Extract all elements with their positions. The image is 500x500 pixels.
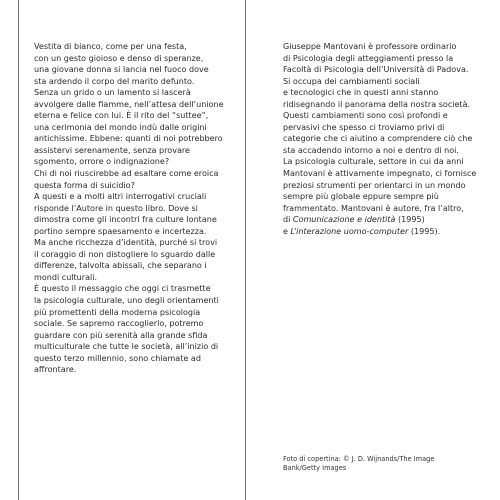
works-prefix: e [283, 226, 291, 236]
bio-line: categorie che ci aiutino a comprendere ciò che [283, 134, 473, 144]
blurb-line: È questo il messaggio che oggi ci trasmette [34, 284, 211, 294]
blurb-line: guardare con più serenità alla grande sfida [34, 330, 208, 340]
blurb-line: differenze, talvolta abissali, che separano i [34, 261, 207, 271]
bio-line: Questi cambiamenti sono così profondi e [283, 111, 448, 121]
blurb-line: più promettenti della moderna psicologia [34, 307, 201, 317]
bio-line: e tecnologici che in questi anni stanno [283, 88, 439, 98]
bio-line: La psicologia culturale, settore in cui da anni [283, 157, 464, 167]
works-line [283, 226, 476, 238]
works-suffix: (1995). [408, 226, 441, 236]
bio-line: frammentato. Mantovani è autore, fra l’altro, [283, 203, 464, 213]
credit-line: Foto di copertina: © J. D. Wijnands/The Image [283, 455, 435, 463]
right-flap-page [246, 0, 500, 500]
blurb-line: questa forma di suicidio? [34, 180, 135, 190]
author-bio-text [283, 41, 476, 237]
blurb-line: A questi e a molti altri interrogativi cruciali [34, 192, 207, 202]
blurb-line: il coraggio di non distogliere lo sguardo dalle [34, 249, 216, 259]
bio-line: preziosi strumenti per orientarci in un mondo [283, 180, 466, 190]
blurb-line: eterna e felice con lui. È il rito del “suttee”, [34, 111, 209, 121]
credit-line: Bank/Getty Images [283, 464, 347, 473]
blurb-line: risponde l’Autore in questo libro. Dove si [34, 203, 198, 213]
blurb-line: una cerimonia del mondo indù dalle origini [34, 122, 207, 132]
blurb-line: questo terzo millennio, sono chiamate ad [34, 353, 201, 363]
blurb-line: Chi di noi riuscirebbe ad esaltare come eroica [34, 169, 219, 179]
work-title: Comunicazione e identità [292, 215, 396, 225]
bio-line: ridisegnando il panorama della nostra società. [283, 99, 471, 109]
blurb-line: Senza un grido o un lamento si lascerà [34, 88, 191, 98]
bio-line: Giuseppe Mantovani è professore ordinario [283, 42, 457, 51]
blurb-text [34, 41, 224, 376]
blurb-line: sociale. Se sapremo raccoglierlo, potremo [34, 319, 204, 329]
blurb-line: dimostra come gli incontri fra culture lontane [34, 215, 217, 225]
works-suffix: (1995) [395, 215, 425, 225]
work-title: L’interazione uomo-computer [290, 226, 409, 236]
works-prefix: di [283, 215, 293, 225]
blurb-line: affrontare. [34, 365, 77, 375]
blurb-line: mondi culturali. [34, 272, 98, 282]
works-line [283, 214, 476, 226]
bio-line: di Psicologia degli atteggiamenti presso la [283, 53, 454, 63]
blurb-line: la psicologia culturale, uno degli orientamenti [34, 296, 219, 306]
blurb-line: multiculturale che tutte le società, all’inizio di [34, 342, 219, 352]
blurb-line: una giovane donna si lancia nel fuoco dove [34, 65, 209, 75]
bio-line: Facoltà di Psicologia dell’Università di Padova. [283, 65, 469, 75]
cover-photo-credit [283, 455, 434, 474]
bio-line: sta accadendo intorno a noi e dentro di noi. [283, 145, 459, 155]
blurb-line: assistervi serenamente, senza provare [34, 145, 190, 155]
bio-line: sempre più globale eppure sempre più [283, 192, 439, 202]
bio-line: pervasivi che spesso ci troviamo privi di [283, 122, 445, 132]
blurb-line: sgomento, orrore o indignazione? [34, 157, 170, 167]
bio-line: Mantovani è attivamente impegnato, ci fornisce [283, 169, 477, 179]
blurb-line: antichissime. Ebbene: quanti di noi potrebbero [34, 134, 223, 144]
blurb-line: portino sempre spaesamento e incertezza. [34, 226, 207, 236]
blurb-line: Ma anche ricchezza d’identità, purché si trovi [34, 238, 218, 248]
blurb-line: avvolgere dalle fiamme, nell’attesa dell’unione [34, 99, 224, 109]
left-flap-page [19, 0, 245, 500]
blurb-line: sta ardendo il corpo del marito defunto. [34, 76, 195, 86]
blurb-line: con un gesto gioioso e denso di speranze, [34, 53, 204, 63]
bio-line: Si occupa dei cambiamenti sociali [283, 76, 420, 86]
blurb-line: Vestita di bianco, come per una festa, [34, 42, 187, 51]
